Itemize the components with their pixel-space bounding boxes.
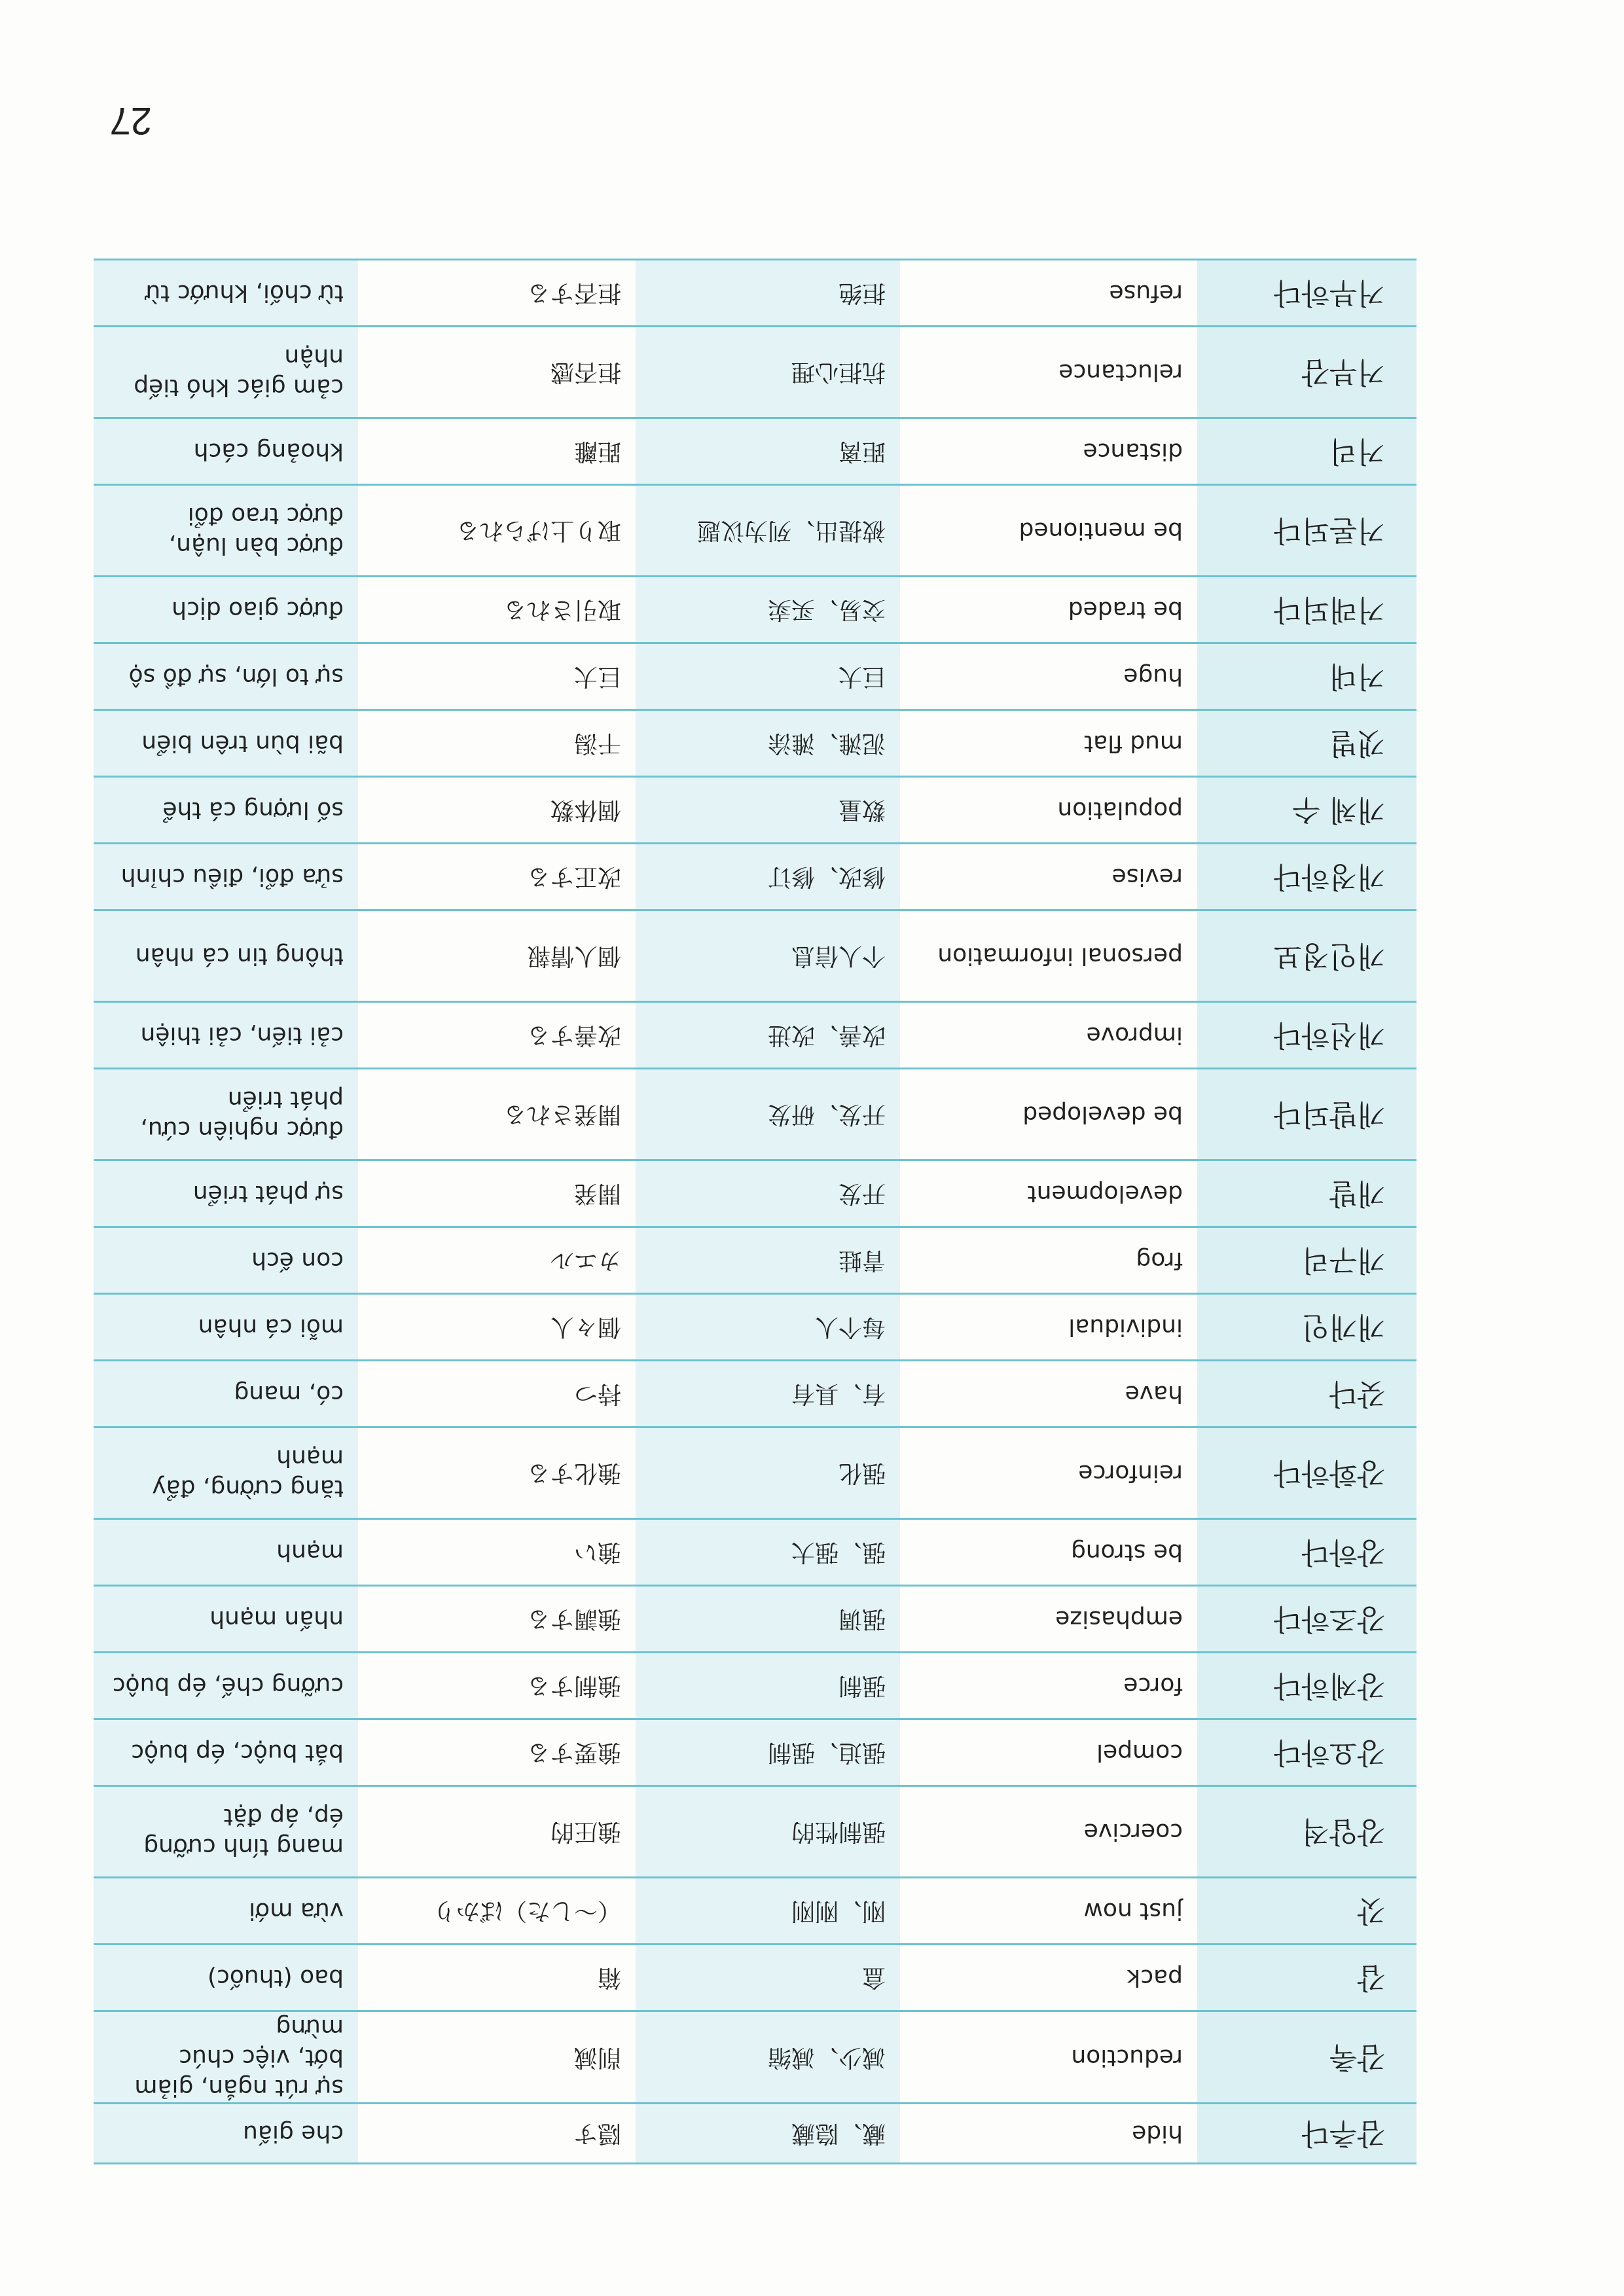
cell-en: mud flat [900,710,1197,777]
table-row [94,1945,1416,2011]
cell-ja: 強化する [358,1427,636,1519]
cell-zh: 强迫、强制 [636,1719,900,1786]
cell-zh: 数量 [636,777,900,844]
table-row [94,1160,1416,1227]
cell-zh: 泥滩、滩涂 [636,710,900,777]
cell-en: force [900,1653,1197,1719]
table-row [94,418,1416,485]
cell-zh: 强制性的 [636,1786,900,1878]
table-row [94,1361,1416,1427]
page-number: 27 [109,99,152,142]
cell-ko: 거대 [1197,643,1416,710]
cell-en: individual [900,1294,1197,1361]
vocabulary-table-body [94,260,1416,2164]
cell-ja: 開発される [358,1069,636,1160]
cell-zh: 青蛙 [636,1227,900,1294]
cell-ja: 個人情報 [358,910,636,1002]
table-row [94,327,1416,418]
cell-ko: 갯벌 [1197,710,1416,777]
cell-vi: vừa mới [94,1878,358,1945]
cell-vi: số lượng cá thể [94,777,358,844]
cell-en: refuse [900,260,1197,327]
cell-en: huge [900,643,1197,710]
cell-zh: 交易、买卖 [636,577,900,643]
cell-en: be mentioned [900,485,1197,577]
cell-ja: 改善する [358,1002,636,1069]
cell-zh: 巨大 [636,643,900,710]
cell-en: revise [900,844,1197,910]
cell-vi: từ chối, khước từ [94,260,358,327]
cell-en: development [900,1160,1197,1227]
cell-en: reduction [900,2011,1197,2104]
table-row [94,1878,1416,1945]
cell-vi: có, mang [94,1361,358,1427]
cell-ja: 取引される [358,577,636,643]
table-row [94,1586,1416,1653]
cell-ko: 거래되다 [1197,577,1416,643]
table-row [94,1427,1416,1519]
cell-vi: bãi bùn trên biển [94,710,358,777]
table-row [94,1653,1416,1719]
table-row [94,1519,1416,1586]
cell-zh: 被提出、列为议题 [636,485,900,577]
cell-ja: 隠す [358,2104,636,2164]
cell-en: be strong [900,1519,1197,1586]
cell-vi: cưỡng chế, ép buộc [94,1653,358,1719]
cell-ko: 개정하다 [1197,844,1416,910]
cell-zh: 开发 [636,1160,900,1227]
cell-ko: 거부감 [1197,327,1416,418]
cell-vi: sự phát triển [94,1160,358,1227]
cell-zh: 刚、刚刚 [636,1878,900,1945]
cell-ko: 갓 [1197,1878,1416,1945]
table-row [94,485,1416,577]
cell-ko: 감추다 [1197,2104,1416,2164]
cell-en: have [900,1361,1197,1427]
cell-zh: 盒 [636,1945,900,2011]
cell-ja: 強調する [358,1586,636,1653]
cell-ja: 巨大 [358,643,636,710]
cell-ko: 강화하다 [1197,1427,1416,1519]
table-row [94,1294,1416,1361]
table-row [94,1786,1416,1878]
cell-ko: 거부하다 [1197,260,1416,327]
table-row [94,1719,1416,1786]
cell-vi: mỗi cá nhân [94,1294,358,1361]
cell-zh: 抗拒心理 [636,327,900,418]
cell-ko: 거리 [1197,418,1416,485]
cell-ja: 強圧的 [358,1786,636,1878]
cell-zh: 拒绝 [636,260,900,327]
table-row [94,844,1416,910]
cell-vi: mạnh [94,1519,358,1586]
cell-en: hide [900,2104,1197,2164]
cell-ja: 強い [358,1519,636,1586]
cell-ko: 감축 [1197,2011,1416,2104]
cell-zh: 强、强大 [636,1519,900,1586]
cell-vi: được nghiên cứu, phát triển [94,1069,358,1160]
cell-ja: 干潟 [358,710,636,777]
cell-ja: 改正する [358,844,636,910]
table-row [94,577,1416,643]
cell-vi: che giấu [94,2104,358,2164]
cell-ja: 開発 [358,1160,636,1227]
cell-ja: 持つ [358,1361,636,1427]
cell-zh: 个人信息 [636,910,900,1002]
cell-vi: khoảng cách [94,418,358,485]
cell-en: population [900,777,1197,844]
cell-ko: 강압적 [1197,1786,1416,1878]
cell-ja: 削減 [358,2011,636,2104]
cell-en: personal information [900,910,1197,1002]
table-row [94,1069,1416,1160]
cell-en: reluctance [900,327,1197,418]
cell-vi: cải tiến, cải thiện [94,1002,358,1069]
cell-en: be traded [900,577,1197,643]
cell-zh: 距离 [636,418,900,485]
cell-en: distance [900,418,1197,485]
cell-vi: bắt buộc, ép buộc [94,1719,358,1786]
cell-vi: tăng cường, đẩy mạnh [94,1427,358,1519]
cell-vi: sửa đổi, điều chỉnh [94,844,358,910]
table-row [94,710,1416,777]
cell-zh: 修改、修订 [636,844,900,910]
cell-ko: 개발 [1197,1160,1416,1227]
table-row [94,2104,1416,2164]
cell-ko: 갖다 [1197,1361,1416,1427]
cell-ko: 갑 [1197,1945,1416,2011]
cell-vi: cảm giác khó tiếp nhận [94,327,358,418]
cell-ko: 강조하다 [1197,1586,1416,1653]
cell-ko: 개체 수 [1197,777,1416,844]
cell-ko: 거론되다 [1197,485,1416,577]
cell-ja: 距離 [358,418,636,485]
cell-ja: 強制する [358,1653,636,1719]
cell-zh: 强调 [636,1586,900,1653]
cell-zh: 开发、研发 [636,1069,900,1160]
cell-ja: 拒否する [358,260,636,327]
cell-ko: 개구리 [1197,1227,1416,1294]
cell-ja: 個体数 [358,777,636,844]
cell-ko: 강하다 [1197,1519,1416,1586]
cell-en: just now [900,1878,1197,1945]
cell-zh: 减少、减缩 [636,2011,900,2104]
cell-en: emphasize [900,1586,1197,1653]
cell-en: compel [900,1719,1197,1786]
cell-en: pack [900,1945,1197,2011]
cell-en: frog [900,1227,1197,1294]
cell-vi: sự to lớn, sự đồ sộ [94,643,358,710]
cell-vi: nhấn mạnh [94,1586,358,1653]
cell-vi: được giao dịch [94,577,358,643]
cell-ja: 箱 [358,1945,636,2011]
cell-ja: 拒否感 [358,327,636,418]
table-row [94,260,1416,327]
cell-ko: 개인정보 [1197,910,1416,1002]
cell-ko: 개선하다 [1197,1002,1416,1069]
cell-vi: bao (thuốc) [94,1945,358,2011]
cell-ja: （～した）ばかり [358,1878,636,1945]
cell-zh: 强化 [636,1427,900,1519]
vocabulary-table [94,259,1416,2164]
cell-vi: sự rút ngắn, giảm bớt, việc chúc mừng [94,2011,358,2104]
cell-vi: con ếch [94,1227,358,1294]
cell-ja: 強要する [358,1719,636,1786]
table-row [94,643,1416,710]
cell-vi: mang tính cưỡng ép, áp đặt [94,1786,358,1878]
cell-ja: カエル [358,1227,636,1294]
cell-ko: 개발되다 [1197,1069,1416,1160]
cell-zh: 藏、隐藏 [636,2104,900,2164]
table-row [94,910,1416,1002]
cell-zh: 改善、改进 [636,1002,900,1069]
cell-vi: được bàn luận, được trao đổi [94,485,358,577]
cell-zh: 有、具有 [636,1361,900,1427]
table-row [94,777,1416,844]
cell-ko: 강제하다 [1197,1653,1416,1719]
cell-vi: thông tin cá nhân [94,910,358,1002]
cell-en: coercive [900,1786,1197,1878]
cell-en: improve [900,1002,1197,1069]
cell-zh: 每个人 [636,1294,900,1361]
cell-ja: 個々人 [358,1294,636,1361]
cell-en: be developed [900,1069,1197,1160]
cell-ko: 강요하다 [1197,1719,1416,1786]
cell-zh: 强制 [636,1653,900,1719]
table-row [94,1002,1416,1069]
cell-ko: 개개인 [1197,1294,1416,1361]
table-row [94,2011,1416,2104]
cell-ja: 取り上げられる [358,485,636,577]
cell-en: reinforce [900,1427,1197,1519]
table-row [94,1227,1416,1294]
